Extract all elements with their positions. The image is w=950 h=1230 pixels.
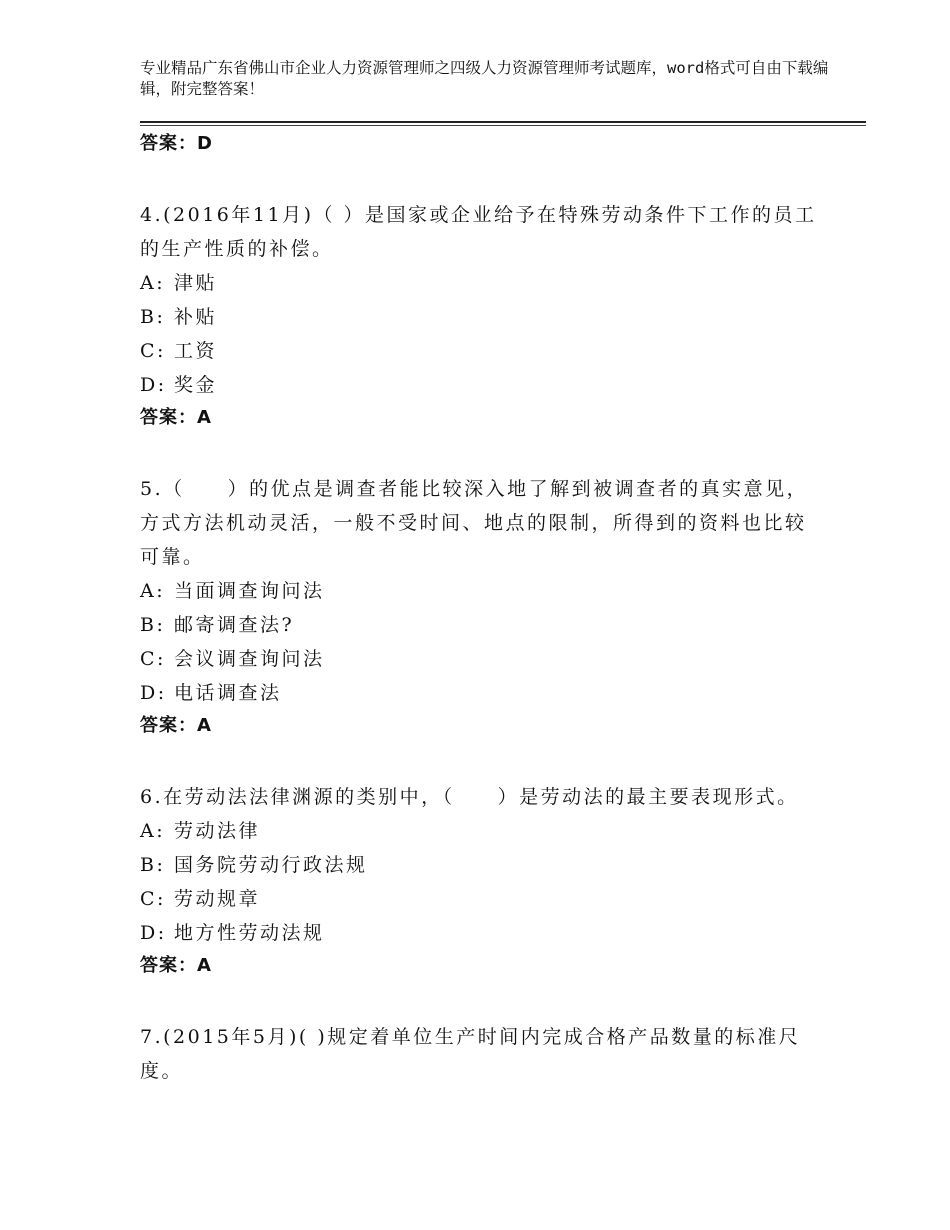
option-key: B: [140,306,166,328]
answer-label: 答案：A [140,715,212,736]
option-text: 地方性劳动法规 [174,922,325,944]
question-text: 4.(2016年11月)（ ）是国家或企业给予在特殊劳动条件下工作的员工的生产性质的补偿。 [140,204,817,260]
option-key: B: [140,614,166,636]
option-b [140,608,820,642]
question-list [140,128,820,1088]
option-d [140,916,820,950]
option-text: 工资 [174,340,218,362]
option-key: A: [140,820,166,842]
option-key: A: [140,272,166,294]
option-b [140,848,820,882]
option-d [140,676,820,710]
option-key: D: [140,682,167,704]
option-text: 补贴 [174,306,218,328]
question-block [140,472,820,742]
question-text: 5.（ ）的优点是调查者能比较深入地了解到被调查者的真实意见，方式方法机动灵活，一般不受时间、地点的限制，所得到的资料也比较可靠。 [140,478,809,568]
option-a [140,574,820,608]
option-key: C: [140,888,166,910]
option-c [140,334,820,368]
option-key: C: [140,340,166,362]
option-b [140,300,820,334]
option-text: 会议调查询问法 [174,648,325,670]
option-text: 电话调查法 [174,682,282,704]
question-block [140,198,820,434]
option-key: C: [140,648,166,670]
answer-label: 答案：A [140,955,212,976]
question-block [140,780,820,982]
option-a [140,266,820,300]
header-rule-thick [140,121,866,123]
option-text: 当面调查询问法 [174,580,325,602]
option-text: 津贴 [174,272,218,294]
option-d [140,368,820,402]
option-text: 奖金 [174,374,218,396]
question-text: 6.在劳动法法律渊源的类别中，（ ）是劳动法的最主要表现形式。 [140,786,799,808]
option-a [140,814,820,848]
option-key: A: [140,580,166,602]
answer-label: 答案：D [140,133,213,154]
option-text: 劳动规章 [174,888,261,910]
answer-label: 答案：A [140,407,212,428]
option-text: 国务院劳动行政法规 [174,854,368,876]
option-text: 劳动法律 [174,820,261,842]
document-header: 专业精品广东省佛山市企业人力资源管理师之四级人力资源管理师考试题库，word格式可自由下载编辑，附完整答案！ [140,59,829,98]
header-rule-thin [140,125,866,126]
option-key: B: [140,854,166,876]
question-block [140,1020,820,1088]
question-text: 7.(2015年5月)( )规定着单位生产时间内完成合格产品数量的标准尺度。 [140,1026,801,1082]
option-key: D: [140,922,167,944]
option-text: 邮寄调查法? [174,614,295,636]
option-key: D: [140,374,167,396]
option-c [140,882,820,916]
option-c [140,642,820,676]
